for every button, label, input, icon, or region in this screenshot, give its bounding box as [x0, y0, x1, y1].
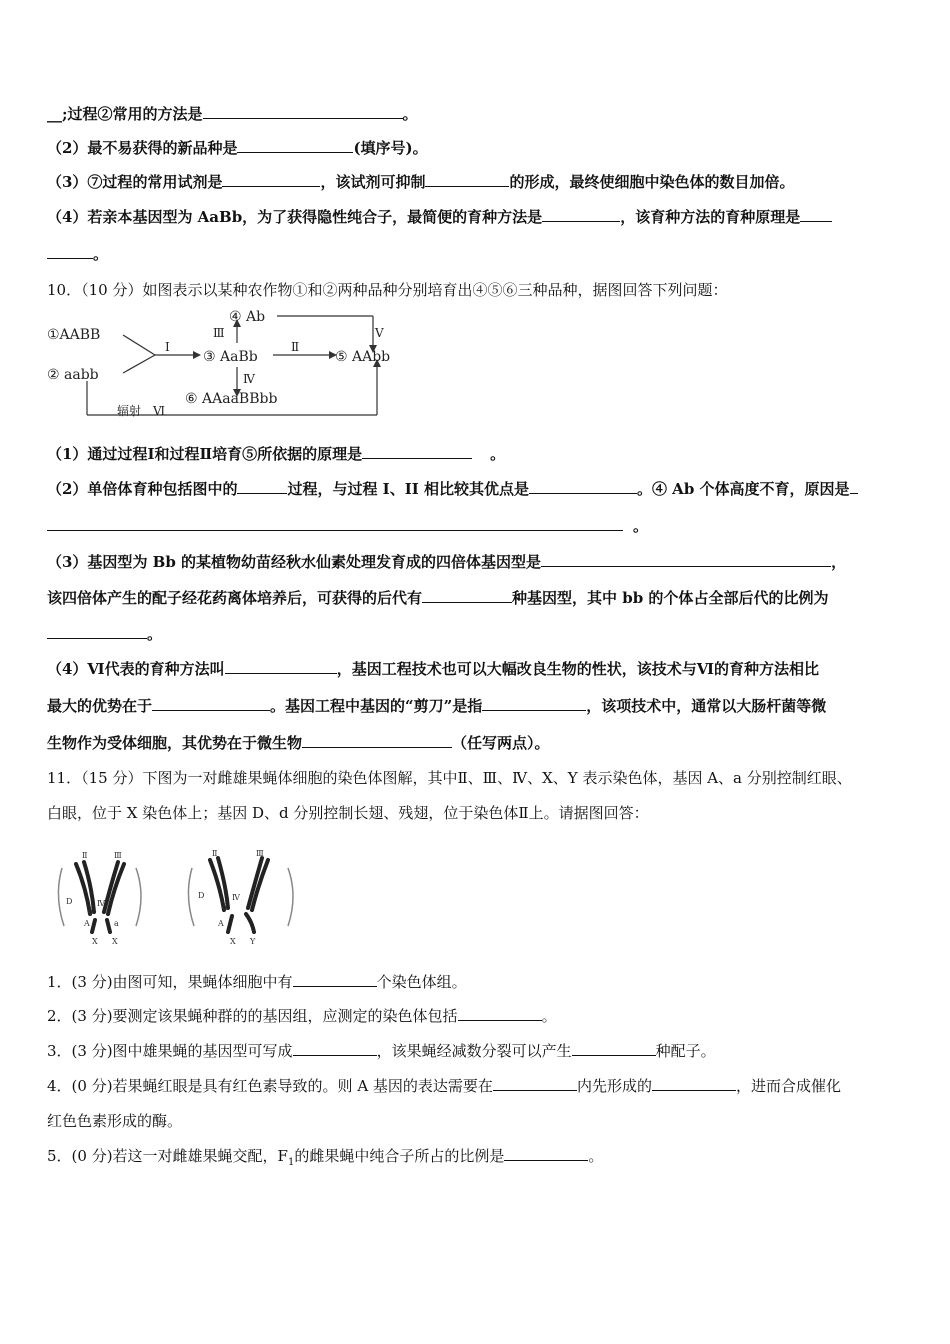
q10-s4-a2: ，基因工程技术也可以大幅改良生物的性状，该技术与Ⅵ的育种方法相比	[336, 660, 819, 678]
gene-d-label: d	[222, 903, 228, 912]
chromosome	[246, 914, 254, 932]
label-vi: 辐射 Ⅵ	[117, 404, 166, 418]
q9-l2-text: （2）最不易获得的新品种是	[47, 139, 238, 157]
chromosome	[92, 920, 95, 932]
q11-item-2	[47, 1006, 557, 1026]
label-ii: Ⅱ	[82, 851, 88, 860]
answer-blank	[302, 733, 452, 748]
answer-blank	[458, 1006, 542, 1021]
q11-i5-b: 的雌果蝇中纯合子所占的比例是	[294, 1147, 505, 1165]
answer-blank	[222, 172, 320, 187]
answer-blank	[504, 1146, 588, 1161]
node-6: ⑥ AAaaBBbb	[185, 391, 278, 407]
gene-d-label: d	[88, 907, 94, 916]
q10-sub-3-line3	[47, 624, 162, 644]
q10-sub-1	[47, 444, 505, 464]
q10-s4-b3: ，该项技术中，通常以大肠杆菌等微	[586, 697, 827, 715]
q11-i2-text: 2．(3 分)要测定该果蝇种群的的基因组，应测定的染色体包括	[47, 1007, 458, 1025]
q10-s2-b: 过程，与过程 I、II 相比较其优点是	[287, 480, 529, 498]
answer-blank	[541, 552, 831, 567]
answer-blank	[47, 624, 147, 639]
node-5: ⑤ AAbb	[335, 349, 391, 365]
q9-l2-end: (填序号)。	[353, 139, 428, 157]
q9-l1-end: 。	[402, 105, 418, 123]
label-v: V	[375, 326, 384, 340]
q9-line-3	[47, 172, 794, 192]
q10-sub-3	[47, 552, 846, 572]
q9-l4-a: （4）若亲本基因型为 AaBb，为了获得隐性纯合子，最简便的育种方法是	[47, 208, 543, 226]
answer-blank	[293, 972, 377, 987]
q11-i2-end: 。	[541, 1007, 557, 1025]
q10-s3-end: 。	[147, 625, 163, 643]
q10-s1-end: 。	[490, 445, 506, 463]
cell-outline	[288, 868, 293, 926]
q11-item-5	[47, 1146, 603, 1173]
q10-s3-b2: 种基因型，其中 bb 的个体占全部后代的比例为	[512, 589, 829, 607]
answer-blank	[850, 479, 858, 494]
q11-intro-line2: 白眼，位于 X 染色体上；基因 D、d 分别控制长翅、残翅，位于染色体Ⅱ上。请据图回答：	[47, 804, 649, 822]
q11-i5-subscript: 1	[287, 1157, 295, 1168]
answer-blank	[493, 1076, 577, 1091]
answer-blank	[47, 244, 93, 259]
q10-s1-text: （1）通过过程Ⅰ和过程Ⅱ培育⑤所依据的原理是	[47, 445, 363, 463]
male-cell	[188, 849, 293, 946]
q11-item-4	[47, 1076, 841, 1096]
q11-intro-line1: 11．（15 分）下图为一对雌雄果蝇体细胞的染色体图解，其中Ⅱ、Ⅲ、Ⅳ、X、Y 表示染色体，基因 A、a 分别控制红眼、	[47, 769, 852, 787]
q10-sub-3-line2	[47, 588, 828, 608]
gene-A-label: A	[84, 919, 90, 928]
q10-intro: 10．（10 分）如图表示以某种农作物①和②两种品种分别培育出④⑤⑥三种品种，据图回答下列问题：	[47, 281, 728, 299]
q11-item-4-cont: 红色色素形成的酶。	[47, 1112, 183, 1130]
q11-i1-end: 个染色体组。	[376, 973, 467, 991]
q10-sub-4	[47, 659, 819, 679]
q9-l5-end: 。	[93, 245, 109, 263]
label-i: Ⅰ	[165, 340, 170, 354]
label-iv: Ⅳ	[243, 372, 255, 386]
node-p1: ①AABB	[47, 327, 101, 343]
answer-blank	[47, 516, 623, 531]
female-cell	[58, 851, 141, 946]
q10-s3-a-end: ，	[831, 553, 847, 571]
answer-blank	[203, 104, 403, 119]
q10-s2-a: （2）单倍体育种包括图中的	[47, 480, 238, 498]
q11-i3-c: 种配子。	[655, 1042, 716, 1060]
q9-l3-c: 的形成，最终使细胞中染色体的数目加倍。	[509, 173, 795, 191]
q10-s2-end: 。	[633, 517, 649, 535]
gene-D-label: D	[66, 897, 73, 906]
cell-outline	[58, 868, 64, 926]
connector-line	[123, 355, 155, 373]
arrow-head	[193, 351, 201, 359]
label-iii: Ⅲ	[213, 326, 225, 340]
gene-D-label: D	[198, 891, 205, 900]
cell-outline	[188, 868, 194, 926]
q11-i3-a: 3．(3 分)图中雄果蝇的基因型可写成	[47, 1042, 293, 1060]
gene-A-label: A	[218, 919, 224, 928]
node-4: ④ Ab	[229, 309, 266, 325]
answer-blank	[237, 138, 353, 153]
q11-i5-c: 。	[588, 1147, 604, 1165]
answer-blank	[425, 172, 509, 187]
q11-i4-b: 内先形成的	[576, 1077, 652, 1095]
answer-blank	[529, 479, 637, 494]
answer-blank	[542, 207, 620, 222]
q10-s2-c: 。④ Ab 个体高度不育，原因是	[636, 480, 850, 498]
connector-line	[123, 335, 155, 355]
q9-line-1	[47, 104, 418, 124]
female-x1-label: X	[92, 937, 98, 946]
q10-s3-b1: 该四倍体产生的配子经花药离体培养后，可获得的后代有	[47, 589, 423, 607]
gene-a-label: a	[114, 919, 119, 928]
label-iv: Ⅳ	[232, 893, 240, 902]
q9-line-4	[47, 207, 832, 227]
female-x2-label: X	[112, 937, 118, 946]
q11-i1-text: 1．(3 分)由图可知，果蝇体细胞中有	[47, 973, 293, 991]
breeding-diagram	[45, 305, 405, 421]
q9-l1-text: __;过程②常用的方法是	[47, 105, 203, 123]
answer-blank	[293, 1041, 377, 1056]
chromosome	[228, 916, 232, 932]
q11-item-3	[47, 1041, 716, 1061]
q9-l3-b: ，该试剂可抑制	[320, 173, 426, 191]
chromosome	[107, 920, 110, 932]
label-iii: Ⅲ	[256, 849, 264, 858]
q10-s4-b2: 。基因工程中基因的“剪刀”是指	[270, 697, 483, 715]
fruit-fly-chromosome-figure	[52, 848, 304, 946]
q10-sub-4-line3	[47, 733, 550, 753]
q11-item-1	[47, 972, 467, 992]
node-3: ③ AaBb	[203, 349, 258, 365]
q10-s4-b1: 最大的优势在于	[47, 697, 153, 715]
male-y-label: Y	[250, 937, 256, 946]
answer-blank	[482, 696, 586, 711]
q9-l4-b: ，该育种方法的育种原理是	[620, 208, 801, 226]
node-p2: ② aabb	[47, 367, 99, 383]
answer-blank	[422, 588, 512, 603]
answer-blank	[237, 479, 287, 494]
q10-s4-c2: （任写两点）。	[452, 734, 550, 752]
label-ii: Ⅱ	[291, 340, 300, 354]
q10-s3-a: （3）基因型为 Bb 的某植物幼苗经秋水仙素处理发育成的四倍体基因型是	[47, 553, 542, 571]
answer-blank	[225, 659, 337, 674]
q10-sub-4-line2	[47, 696, 826, 716]
q10-s4-a1: （4）Ⅵ代表的育种方法叫	[47, 660, 225, 678]
q11-i4-c: ，进而合成催化	[735, 1077, 841, 1095]
q11-i5-a: 5．(0 分)若这一对雌雄果蝇交配，F	[47, 1147, 288, 1165]
label-iii: Ⅲ	[114, 851, 122, 860]
q11-i4-a: 4．(0 分)若果蝇红眼是具有红色素导致的。则 A 基因的表达需要在	[47, 1077, 493, 1095]
label-iv: Ⅳ	[97, 899, 105, 908]
q10-sub-2-cont	[47, 516, 648, 536]
answer-blank	[572, 1041, 656, 1056]
male-x-label: X	[230, 937, 236, 946]
label-ii: Ⅱ	[212, 849, 218, 858]
answer-blank	[362, 444, 472, 459]
q9-l3-a: （3）⑦过程的常用试剂是	[47, 173, 223, 191]
q10-sub-2	[47, 479, 858, 499]
q9-line-2	[47, 138, 428, 158]
q9-line-5	[47, 244, 108, 264]
answer-blank	[152, 696, 270, 711]
cell-outline	[136, 868, 141, 926]
q11-i3-b: ，该果蝇经减数分裂可以产生	[376, 1042, 572, 1060]
q10-s4-c1: 生物作为受体细胞，其优势在于微生物	[47, 734, 303, 752]
answer-blank	[652, 1076, 736, 1091]
answer-blank	[800, 207, 832, 222]
